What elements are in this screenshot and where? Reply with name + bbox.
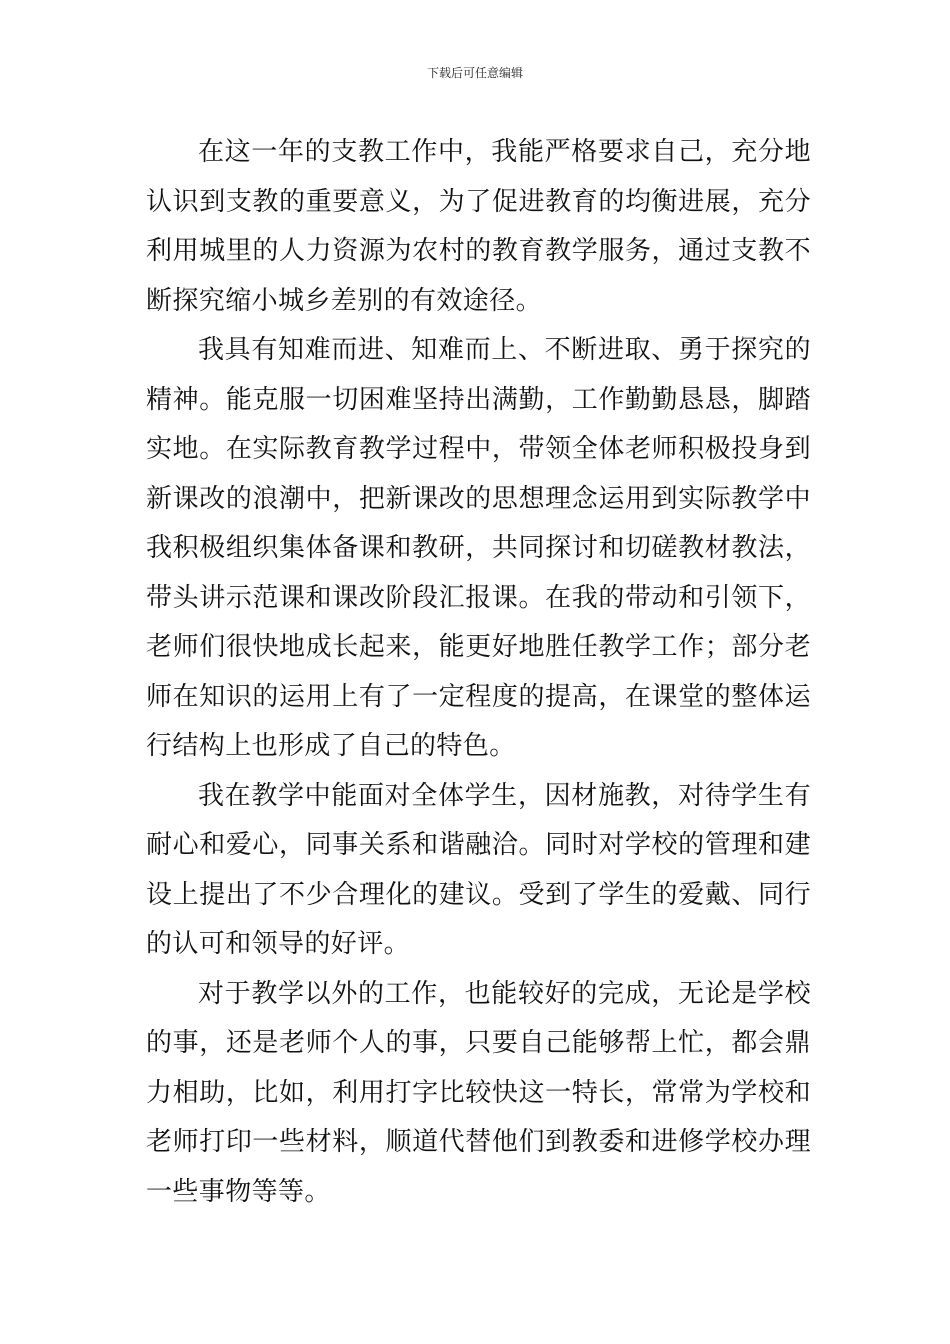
paragraph-2: 我具有知难而进、知难而上、不断进取、勇于探究的精神。能克服一切困难坚持出满勤，工作勤勤恳恳，脚踏实地。在实际教育教学过程中，带领全体老师积极投身到新课改的浪潮中，把新课改的思想理念运用到实际教学中我积极组织集体备课和教研，共同探讨和切磋教材教法，带头讲示范课和课改阶段汇报课。在我的带动和引领下，老师们很快地成长起来，能更好地胜任教学工作；部分老师在知识的运用上有了一定程度的提高，在课堂的整体运行结构上也形成了自己的特色。 [146, 335, 811, 761]
paragraph-4: 对于教学以外的工作，也能较好的完成，无论是学校的事，还是老师个人的事，只要自己能够帮上忙，都会鼎力相助，比如，利用打字比较快这一特长，常常为学校和老师打印一些材料，顺道代替他们到教委和进修学校办理一些事物等等。 [146, 978, 811, 1207]
document-body [146, 128, 811, 1217]
page-header: 下载后可任意编辑 [426, 66, 523, 80]
paragraph-3: 我在教学中能面对全体学生，因材施教，对待学生有耐心和爱心，同事关系和谐融洽。同时对学校的管理和建设上提出了不少合理化的建议。受到了学生的爱戴、同行的认可和领导的好评。 [146, 780, 811, 959]
paragraph-1: 在这一年的支教工作中，我能严格要求自己，充分地认识到支教的重要意义，为了促进教育的均衡进展，充分利用城里的人力资源为农村的教育教学服务，通过支教不断探究缩小城乡差别的有效途径。 [146, 137, 811, 316]
